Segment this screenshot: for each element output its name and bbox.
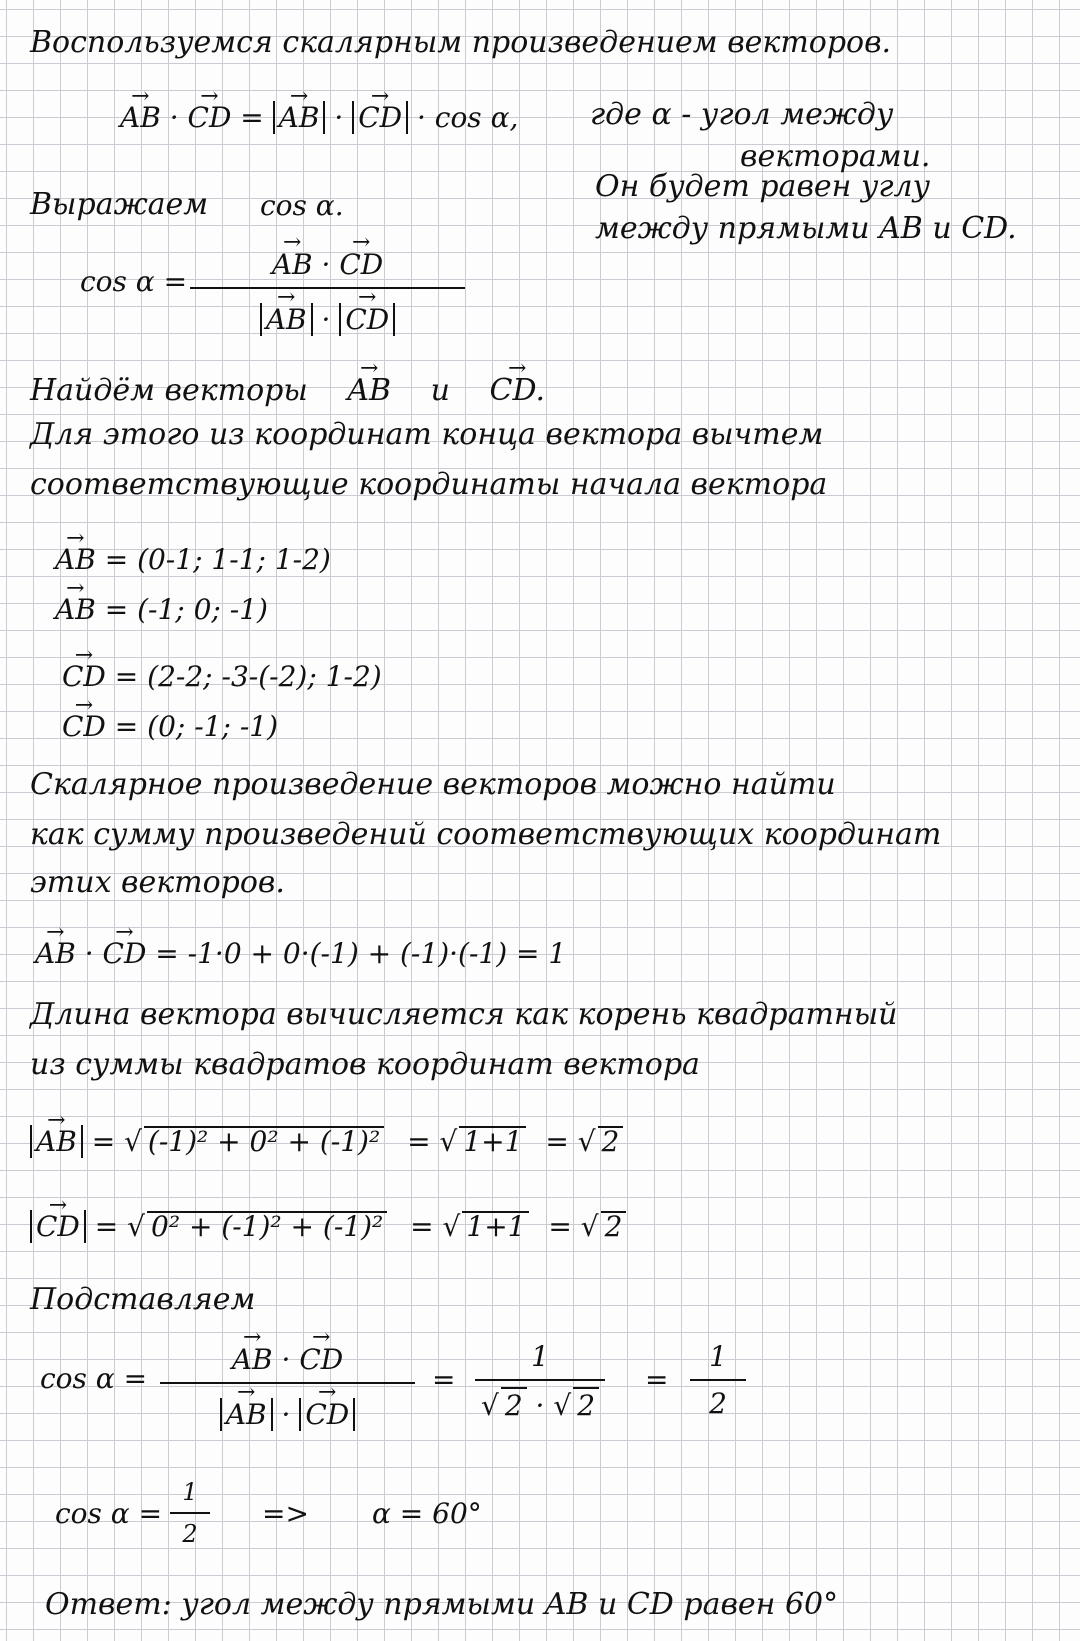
- c1-den: 2: [182, 1520, 198, 1548]
- text-line-10: Скалярное произведение векторов можно найти: [30, 767, 836, 802]
- f1-den-cd: CD →: [345, 295, 389, 336]
- f1-num-cd: CD →: [339, 240, 383, 281]
- f3-den-a: 2: [501, 1387, 527, 1422]
- len-cd-label: CD →: [36, 1205, 80, 1241]
- ab-calc-1: [55, 538, 331, 574]
- ab1-label: AB →: [55, 538, 96, 574]
- text-where-angle: где α - угол между: [590, 97, 894, 132]
- len-ab-eq: =: [91, 1125, 116, 1158]
- f3-num: 1: [531, 1340, 549, 1373]
- len-cd-end: =: [548, 1210, 572, 1243]
- f4-den: 2: [709, 1387, 727, 1420]
- ab1-expr: = (0-1; 1-1; 1-2): [104, 543, 331, 576]
- formula-2-eq: =: [432, 1363, 456, 1396]
- cd1-label: CD →: [62, 655, 106, 691]
- text-vectors: векторами.: [740, 139, 931, 174]
- cd2-label: CD →: [62, 705, 106, 741]
- formula-2-fraction: AB → · CD → AB → · CD →: [160, 1335, 415, 1431]
- ab-calc-2: [55, 588, 268, 624]
- len-ab-root3: 2: [598, 1126, 624, 1156]
- vector-cd-abs: CD →: [358, 96, 402, 132]
- len-ab-end: =: [545, 1125, 569, 1158]
- cd1-expr: = (2-2; -3-(-2); 1-2): [114, 660, 382, 693]
- text-line-11: как сумму произведений соответствующих координат: [30, 817, 942, 852]
- conclusion-fraction: [170, 1478, 210, 1548]
- formula-3-fraction: 1 √ 2 · √ 2: [475, 1340, 605, 1422]
- text-line-1: Воспользуемся скалярным произведением векторов.: [30, 25, 892, 60]
- formula-2-lhs: cos α =: [40, 1362, 148, 1395]
- conclusion-lhs: cos α =: [55, 1497, 163, 1530]
- f2-den-cd: CD →: [305, 1390, 349, 1431]
- vector-ab-abs: AB →: [279, 96, 320, 132]
- dot-ab: AB →: [35, 932, 76, 968]
- cos-alpha-term: · cos α,: [416, 101, 519, 134]
- len-ab-mid: =: [407, 1125, 431, 1158]
- len-ab-root2: 1+1: [459, 1126, 526, 1156]
- dot-cd: CD →: [103, 932, 147, 968]
- ab2-label: AB →: [55, 588, 96, 624]
- len-cd-root: 0² + (-1)² + (-1)²: [147, 1211, 387, 1241]
- ab2-expr: = (-1; 0; -1): [104, 593, 268, 626]
- len-cd-mid: =: [410, 1210, 434, 1243]
- find-cd: CD. →: [490, 368, 545, 406]
- f1-den-ab: AB →: [266, 295, 307, 336]
- f2-den-ab: AB →: [226, 1390, 267, 1431]
- cd2-expr: = (0; -1; -1): [114, 710, 279, 743]
- f1-num-ab: AB →: [272, 240, 313, 281]
- text-cos-alpha: cos α.: [260, 189, 344, 222]
- text-line-14: из суммы квадратов координат вектора: [30, 1047, 700, 1082]
- text-find-vectors: [30, 368, 545, 406]
- length-cd: CD → = √ 0² + (-1)² + (-1)² = √ 1+1 = √ 2: [30, 1205, 626, 1241]
- len-ab-root: (-1)² + 0² + (-1)²: [144, 1126, 384, 1156]
- length-ab: AB → = √ (-1)² + 0² + (-1)² = √ 1+1 = √ 2: [30, 1120, 623, 1156]
- f3-den-b: 2: [573, 1387, 599, 1422]
- text-line-13: Длина вектора вычисляется как корень квадратный: [30, 997, 898, 1032]
- formula-1-lhs: cos α =: [80, 265, 188, 298]
- text-substitute: Подставляем: [30, 1282, 256, 1317]
- text-line-12: этих векторов.: [30, 865, 285, 900]
- text-line-8: Для этого из координат конца вектора вычтем: [30, 417, 824, 452]
- text-and: и: [430, 373, 450, 408]
- text-between-lines: между прямыми AB и CD.: [595, 211, 1017, 246]
- c1-num: 1: [182, 1478, 198, 1506]
- len-ab-label: AB →: [36, 1120, 77, 1156]
- len-cd-eq: =: [94, 1210, 119, 1243]
- dot-expr: = -1·0 + 0·(-1) + (-1)·(-1) = 1: [155, 937, 567, 970]
- text-express: Выражаем: [30, 187, 209, 222]
- cd-calc-1: [62, 655, 382, 691]
- formula-4-fraction: [690, 1340, 746, 1420]
- dot-product-calc: AB → · CD → = -1·0 + 0·(-1) + (-1)·(-1) = 1: [35, 932, 566, 968]
- f4-num: 1: [709, 1340, 727, 1373]
- find-ab: AB →: [347, 368, 391, 406]
- f2-num-cd: CD →: [299, 1335, 343, 1376]
- vector-ab: AB →: [120, 96, 161, 132]
- formula-1-fraction: AB → · CD → AB → · CD →: [190, 240, 465, 336]
- len-cd-root3: 2: [601, 1211, 627, 1241]
- conclusion-rhs: α = 60°: [372, 1497, 482, 1530]
- len-cd-root2: 1+1: [462, 1211, 529, 1241]
- formula-4-eq: =: [645, 1363, 669, 1396]
- text-line-9: соответствующие координаты начала вектора: [30, 467, 828, 502]
- dot-product-formula: AB → · CD → = AB → · CD → · cos α,: [120, 96, 518, 132]
- vector-cd: CD →: [188, 96, 232, 132]
- conclusion-arrow: =>: [262, 1497, 309, 1530]
- answer-line: Ответ: угол между прямыми AB и CD равен 60°: [45, 1587, 839, 1622]
- text-find-vectors-label: Найдём векторы: [30, 373, 308, 408]
- cd-calc-2: [62, 705, 278, 741]
- f2-num-ab: AB →: [232, 1335, 273, 1376]
- text-equal-angle: Он будет равен углу: [595, 169, 931, 204]
